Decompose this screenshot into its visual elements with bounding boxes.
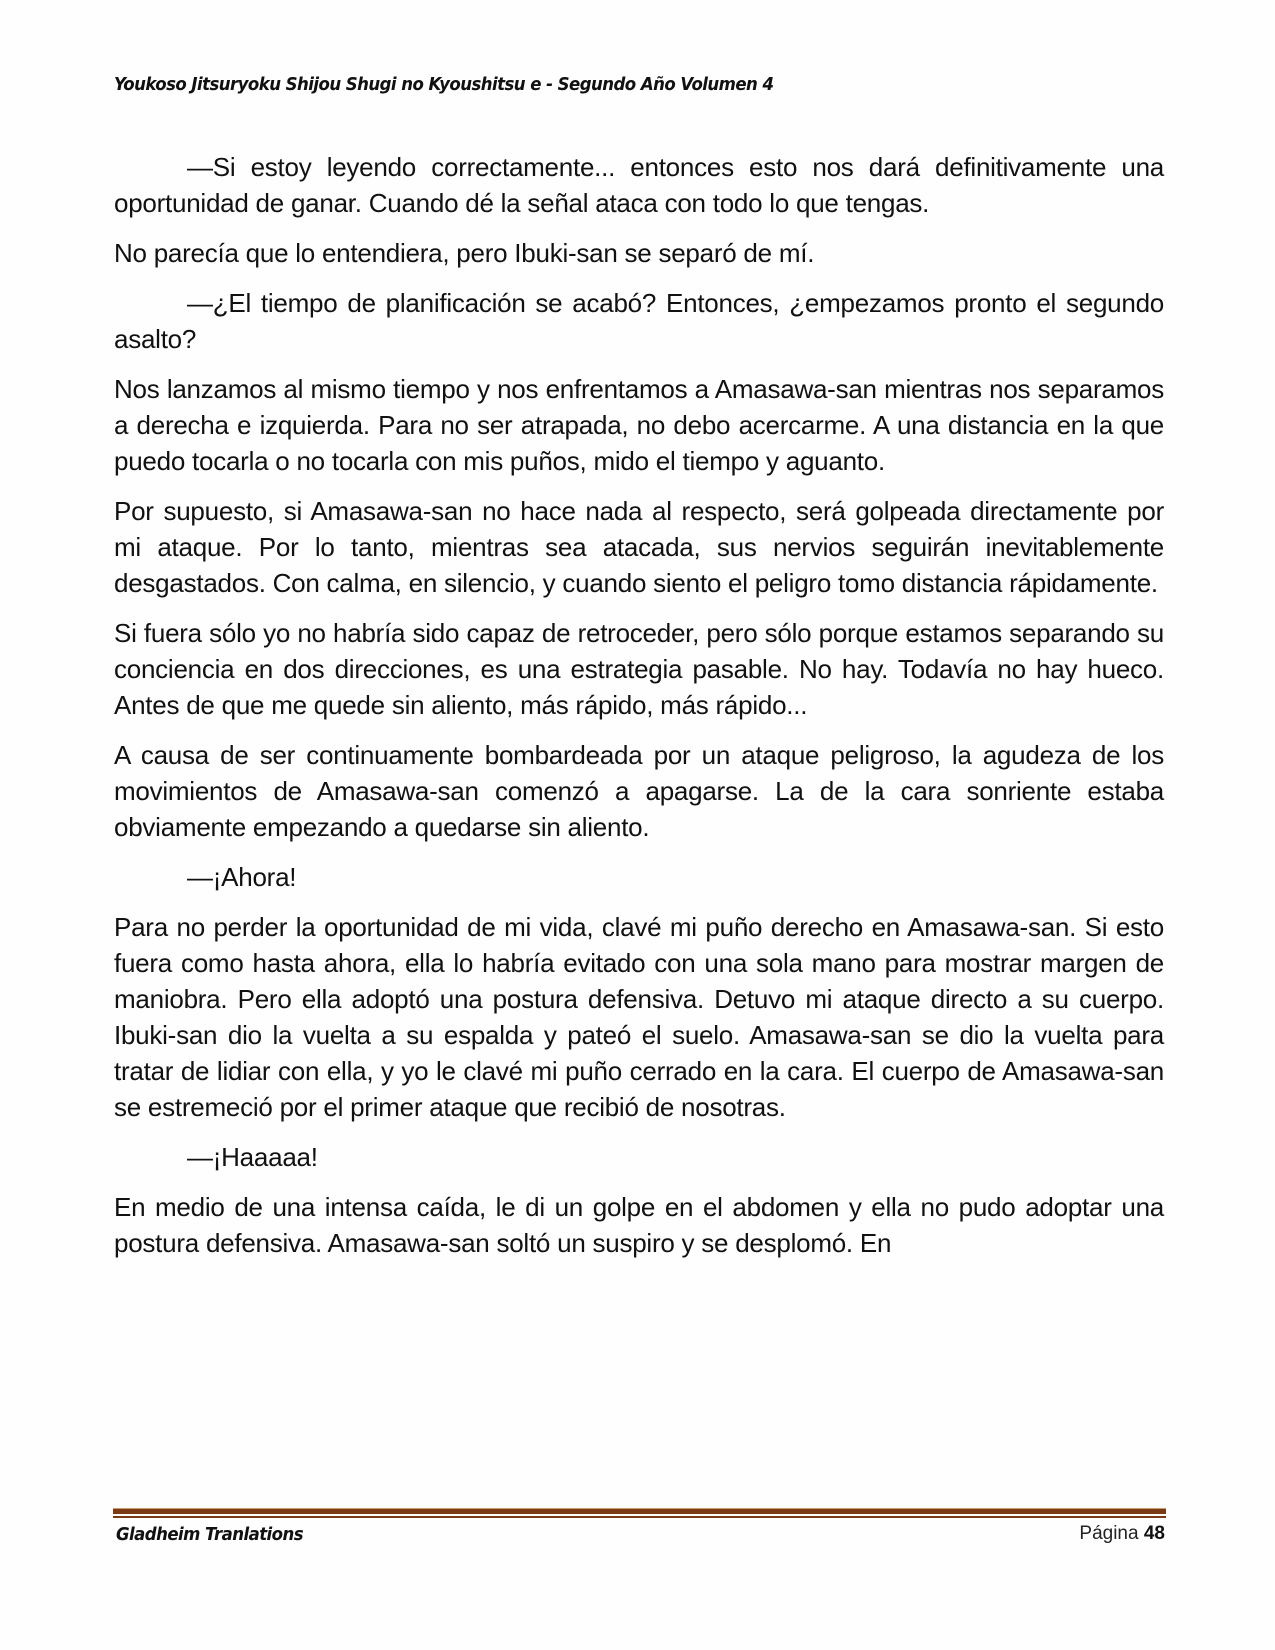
page-number-label <box>1079 1523 1165 1545</box>
paragraph: No parecía que lo entendiera, pero Ibuki-san se separó de mí. <box>114 238 815 268</box>
page-body <box>114 149 1164 1275</box>
paragraph: Para no perder la oportunidad de mi vida, clavé mi puño derecho en Amasawa-san. Si esto fuera como hasta ahora, ella lo habría evitado con una sola mano para mostrar margen de maniobra. Pero ella adoptó una postura defensiva. Detuvo mi ataque directo a su cuerpo. Ibuki-san dio la vuelta a su espalda y pateó el suelo. Amasawa-san se dio la vuelta para tratar de lidiar con ella, y yo le clavé mi puño cerrado en la cara. El cuerpo de Amasawa-san se estremeció por el primer ataque que recibió de nosotras. <box>114 912 1164 1122</box>
running-header-title: Youkoso Jitsuryoku Shijou Shugi no Kyoushitsu e - Segundo Año Volumen 4 <box>114 74 774 95</box>
footer-divider-thick-line <box>113 1509 1166 1514</box>
paragraph: Por supuesto, si Amasawa-san no hace nada al respecto, será golpeada directamente por mi ataque. Por lo tanto, mientras sea atacada, sus nervios seguirán inevitablemente desgastados. Con calma, en silencio, y cuando siento el peligro tomo distancia rápidamente. <box>114 496 1164 598</box>
page-label: Página <box>1079 1523 1139 1544</box>
paragraph-dialogue: —¡Haaaaa! <box>187 1142 318 1172</box>
page-number: 48 <box>1143 1523 1165 1544</box>
paragraph-dialogue: —Si estoy leyendo correctamente... entonces esto nos dará definitivamente una oportunidad de ganar. Cuando dé la señal ataca con todo lo que tengas. <box>114 152 1164 218</box>
paragraph-dialogue: —¡Ahora! <box>187 862 297 892</box>
paragraph: Nos lanzamos al mismo tiempo y nos enfrentamos a Amasawa-san mientras nos separamos a derecha e izquierda. Para no ser atrapada, no debo acercarme. A una distancia en la que puedo tocarla o no tocarla con mis puños, mido el tiempo y aguanto. <box>114 374 1164 476</box>
footer-credit: Gladheim Tranlations <box>116 1524 304 1545</box>
footer-divider-thin-line <box>113 1516 1166 1518</box>
paragraph: A causa de ser continuamente bombardeada por un ataque peligroso, la agudeza de los movimientos de Amasawa-san comenzó a apagarse. La de la cara sonriente estaba obviamente empezando a quedarse sin aliento. <box>114 740 1164 842</box>
paragraph: En medio de una intensa caída, le di un golpe en el abdomen y ella no pudo adoptar una postura defensiva. Amasawa-san soltó un suspiro y se desplomó. En <box>114 1192 1164 1258</box>
paragraph-dialogue: —¿El tiempo de planificación se acabó? Entonces, ¿empezamos pronto el segundo asalto? <box>114 288 1164 354</box>
paragraph: Si fuera sólo yo no habría sido capaz de retroceder, pero sólo porque estamos separando su conciencia en dos direcciones, es una estrategia pasable. No hay. Todavía no hay hueco. Antes de que me quede sin aliento, más rápido, más rápido... <box>114 618 1164 720</box>
footer-divider <box>113 1508 1166 1519</box>
